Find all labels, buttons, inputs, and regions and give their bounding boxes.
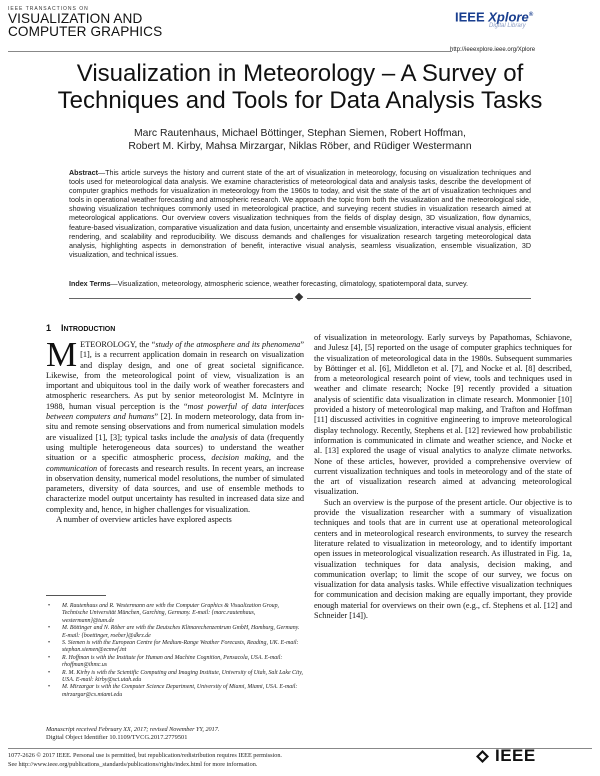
footnote-bullet: • bbox=[48, 654, 51, 661]
footnote-rule bbox=[46, 595, 106, 596]
intro-text-e: of forecasts and research results. In recent years, an increase in observation density, numerical model resolutions, the number of simulated parameters, diversity of data sources, and use of ensemble methods to characterize model output uncertainty has resulted in increased data size and complexity and, hence, in higher challenges for visualization. bbox=[46, 463, 304, 514]
ieee-diamond-icon bbox=[476, 750, 489, 763]
footnote-text: M. Rautenhaus and R. Westermann are with the Computer Graphics & Visualization Group, Technische Universität München, Garching, Germany. E-mail: {marc.rautenhaus, westermann}@tum.de bbox=[62, 603, 280, 624]
footnote-text: S. Siemen is with the European Centre for Medium-Range Weather Forecasts, Reading, UK. E-mail: stephan.siemen@ecmwf.int bbox=[62, 640, 299, 654]
footnote-item bbox=[46, 625, 304, 640]
abstract bbox=[69, 169, 531, 260]
intro-paragraph-1 bbox=[46, 335, 304, 515]
abstract-lead: Abstract bbox=[69, 169, 98, 177]
section-number: 1 bbox=[46, 323, 52, 333]
footnote-text: M. Mirzargar is with the Computer Science Department, University of Miami, Miami, USA. E-mail: mirzargar@cs.miami.edu bbox=[62, 684, 298, 698]
footnote-bullet: • bbox=[48, 684, 51, 691]
intro-text-d: , and the bbox=[268, 453, 304, 463]
index-terms-lead: Index Terms bbox=[69, 280, 111, 288]
index-terms-text: —Visualization, meteorology, atmospheric science, weather forecasting, climatology, spatiotemporal data, survey. bbox=[110, 280, 469, 288]
xplore-brand: IEEE bbox=[455, 9, 489, 25]
xplore-word: Xplore bbox=[488, 9, 529, 25]
footnote-bullet: • bbox=[48, 603, 51, 609]
xplore-url[interactable]: http://ieeexplore.ieee.org/Xplore bbox=[450, 47, 536, 53]
footnote-text: M. Böttinger and N. Röber are with the Deutsches Klimarechenzentrum GmbH, Hamburg, Germany. E-mail: {boettinger, roeber}@dkrz.de bbox=[62, 625, 300, 639]
header-rule bbox=[8, 51, 452, 52]
quote-2: most powerful of data interfaces between computers and humans bbox=[46, 401, 304, 422]
quote-1: study of the atmosphere and its phenomena bbox=[155, 340, 301, 349]
journal-name-line1: VISUALIZATION AND bbox=[8, 11, 143, 26]
intro-text-a: ” [1], is a recurrent application domain in research on visualization and display design, and one of great societal significance. Likewise, from the meteorological point of view, visualization is an important and ubiquitous tool in the daily work of weather forecasters and atmospheric researchers. As put by senior meteorologist M. McIntyre in 1988, human visual perception is the “ bbox=[46, 340, 304, 411]
footnote-item bbox=[46, 684, 304, 699]
title-line-2: Techniques and Tools for Data Analysis Tasks bbox=[57, 87, 543, 114]
separator-line-right bbox=[307, 298, 531, 299]
emph-decision: decision making bbox=[211, 453, 269, 463]
authors-line-2: Robert M. Kirby, Mahsa Mirzargar, Niklas Röber, and Rüdiger Westermann bbox=[128, 141, 472, 152]
footnote-item bbox=[46, 655, 304, 670]
ieee-logo-text: IEEE bbox=[495, 746, 536, 765]
xplore-wordmark bbox=[455, 9, 595, 23]
copyright-line-2: See http://www.ieee.org/publications_standards/publications/rights/index.html for more information. bbox=[8, 761, 258, 768]
ieee-logo bbox=[476, 746, 536, 766]
authors-line-1: Marc Rautenhaus, Michael Böttinger, Stephan Siemen, Robert Hoffman, bbox=[134, 128, 466, 139]
intro-text-c: of data (frequently using multiple heterogeneous data sources) to understand the weather situation or a specific atmospheric process, bbox=[46, 432, 304, 463]
left-column bbox=[46, 335, 304, 525]
section-heading-first: I bbox=[61, 323, 64, 333]
section-heading bbox=[46, 323, 115, 333]
index-terms bbox=[69, 280, 531, 289]
separator-line-left bbox=[69, 298, 293, 299]
footnote-bullet: • bbox=[48, 669, 51, 676]
footnote-item bbox=[46, 603, 304, 625]
intro-text-b: ” [2]. In modern meteorology, data from in-situ and remote sensing observations and from numerical simulation models are visualized [1], [3]; typical tasks include the bbox=[46, 412, 304, 442]
author-list bbox=[40, 127, 560, 153]
paper-title bbox=[30, 60, 570, 114]
doi: Digital Object Identifier 10.1109/TVCG.2017.2779501 bbox=[46, 734, 188, 741]
intro-paragraph-2: A number of overview articles have explored aspects bbox=[56, 515, 232, 525]
footnote-item bbox=[46, 640, 304, 655]
footnote-item bbox=[46, 670, 304, 685]
emph-communication: communication bbox=[46, 463, 98, 473]
section-heading-rest: NTRODUCTION bbox=[63, 326, 116, 333]
footnote-bullet: • bbox=[48, 640, 51, 647]
emph-analysis: analysis bbox=[210, 432, 238, 442]
journal-prefix: IEEE TRANSACTIONS ON bbox=[8, 6, 89, 12]
abstract-text: —This article surveys the history and current state of the art of visualization in meteorology, focusing on visualization techniques and tools used for meteorological data analysis. We examine characteristics of meteorological data and analysis tasks, describe the development of computer graphics methods for visualization in meteorology from the 1960s to today, and visit the state of the art of visualization techniques and tools in operational weather forecasting and atmospheric research. We approach the topic from both the visualization and the meteorological side, showing visualization techniques commonly used in meteorological practice, and surveying recent studies in visualization research aimed at meteorological applications. Our overview covers visualization techniques from the fields of display design, 3D visualization, flow dynamics, feature-based visualization, comparative visualization and data fusion, uncertainty and ensemble visualization, interactive visual analysis, efficient rendering, and scalability and reproducibility. We discuss demands and challenges for visualization research targeting meteorological data analysis, highlighting aspects in demonstration of benefit, interactive visual analysis, seamless visualization, ensemble visualization, 3D visualization, and technical issues. bbox=[69, 169, 531, 259]
right-paragraph-1: of visualization in meteorology. Early surveys by Papathomas, Schiavone, and Julesz [4], [5] reported on the usage of computer graphics techniques for the visualization of meteorological data in the 1980s. Subsequent summaries by Böttinger et al. [6], Middleton et al. [7], and Nocke et al. [8] described, from a meteorological research point of view, tools and techniques used in weather and climate research; Nocke [9] recently provided a situation analysis of scientific data visualization in climate research. Monmonier [10] provided a history of meteorological map making, and Trafton and Hoffman [11] discussed activities in cognitive engineering to improve meteorological display technology. Recently, Stephens et al. [12] reviewed how probabilistic information is communicated in climate and weather science, and Nocke et al. [13] explored the usage of visual analytics to analyze climate networks. None of these articles, however, provided a comprehensive overview of current visualization techniques and tools in meteorology and of the state of the art of visualization research aimed at advancing meteorological visualization. bbox=[314, 333, 572, 497]
drop-cap-rest: ETEOROLOGY, the “ bbox=[80, 340, 156, 349]
drop-cap: M bbox=[46, 335, 78, 374]
journal-name bbox=[8, 12, 162, 38]
journal-header bbox=[8, 6, 162, 38]
right-column bbox=[314, 333, 572, 621]
manuscript-dates: Manuscript received February XX, 2017; revised November YY, 2017. bbox=[46, 726, 220, 733]
separator-diamond-icon bbox=[295, 293, 303, 301]
footnote-bullet: • bbox=[48, 625, 51, 632]
xplore-subtitle: Digital Library bbox=[489, 23, 526, 30]
ieee-xplore-logo bbox=[455, 9, 595, 30]
right-paragraph-2: Such an overview is the purpose of the present article. Our objective is to provide the visualization researcher with a summary of visualization techniques and tools that are in current use at operational meteorological centers and in meteorological research environments, to survey the research literature related to visualization in meteorology, and to identify important open issues in meteorological visualization research. As illustrated in Fig. 1a, visualization techniques for data analysis, decision making, and communication overlap; to limit the scope of our survey, we focus on visualization for data analysis tasks. While effective visualization techniques for communication and decision making are equally important, they provide enough material for overviews on their own (e.g., cf. Stephens et al. [12] and Schneider [14]). bbox=[314, 497, 572, 621]
copyright-line-1: 1077-2626 © 2017 IEEE. Personal use is permitted, but republication/redistribution requires IEEE permission. bbox=[8, 752, 282, 759]
footnote-text: R. M. Kirby is with the Scientific Computing and Imaging Institute, University of Utah, Salt Lake City, USA. E-mail: kirby@sci.utah.edu bbox=[62, 669, 304, 684]
footnote-text: R. Hoffman is with the Institute for Human and Machine Cognition, Pensacola, USA. E-mail: rhoffman@ihmc.us bbox=[62, 654, 283, 669]
xplore-reg: ® bbox=[528, 12, 534, 18]
journal-name-line2: COMPUTER GRAPHICS bbox=[8, 24, 163, 39]
affiliation-footnotes bbox=[46, 603, 304, 699]
title-line-1: Visualization in Meteorology – A Survey of bbox=[76, 60, 524, 87]
